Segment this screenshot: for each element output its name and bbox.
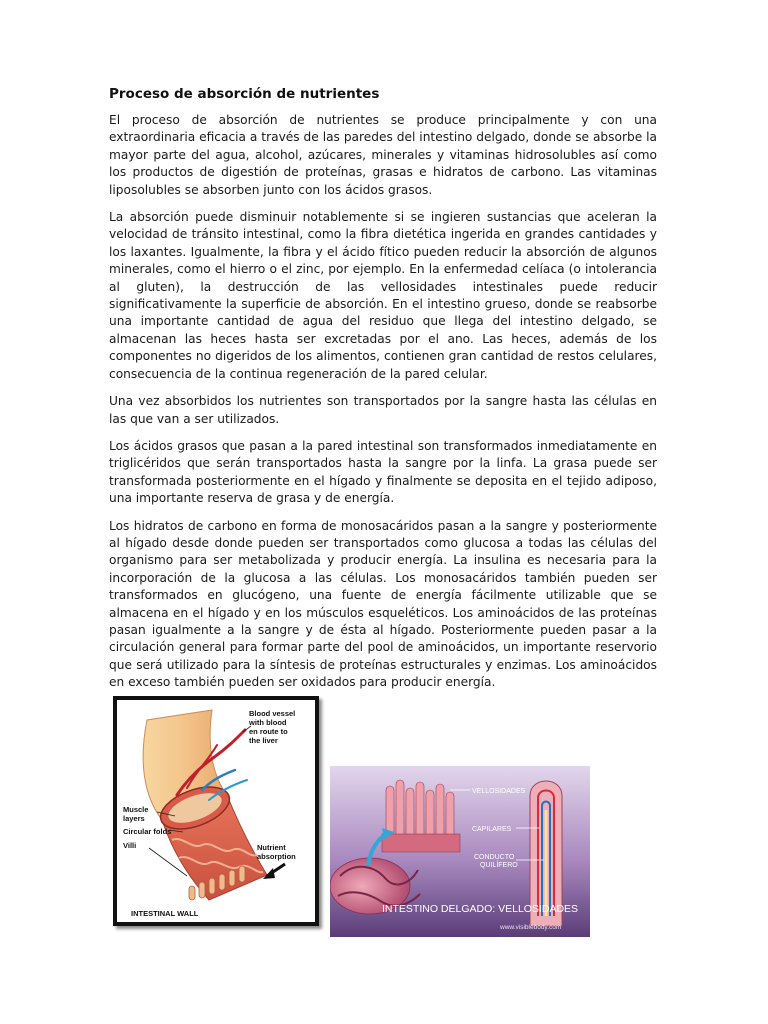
intestinal-wall-figure bbox=[113, 696, 319, 926]
document-body bbox=[109, 86, 657, 702]
label-muscle-2: layers bbox=[123, 814, 145, 823]
label-villi: Villi bbox=[123, 841, 137, 850]
label-nutrient-2: absorption bbox=[257, 852, 296, 861]
label-blood-vessel-1: Blood vessel bbox=[249, 709, 296, 718]
paragraph-4: Los ácidos grasos que pasan a la pared intestinal son transformados inmediatamente en triglicéridos que serán transportados hasta la sangre por la linfa. La grasa puede ser transformada posteriormente en el hígado y finalmente se deposita en el tejido adiposo, una importante reserva de grasa y de energía. bbox=[109, 438, 657, 506]
label-vellosidades: VELLOSIDADES bbox=[472, 788, 526, 795]
label-circular-folds: Circular folds bbox=[123, 827, 172, 836]
label-blood-vessel-4: the liver bbox=[249, 736, 278, 745]
label-conducto-2: QUILÍFERO bbox=[480, 862, 518, 869]
paragraph-1: El proceso de absorción de nutrientes se produce principalmente y con una extraordinaria eficacia a través de las paredes del intestino delgado, donde se absorbe la mayor parte del agua, alcohol, azúcares, minerales y vitaminas hidrosolubles así como los productos de digestión de proteínas, grasas e hidratos de carbono. Las vitaminas liposolubles se absorben junto con los ácidos grasos. bbox=[109, 113, 657, 197]
paragraph-5: Los hidratos de carbono en forma de monosacáridos pasan a la sangre y posteriormente al hígado desde donde pueden ser transportados como glucosa a todas las células del organismo para ser metabolizada y producir energía. La insulina es necesaria para la incorporación de la glucosa a las células. Los monosacáridos también pueden ser transformados en glucógeno, una fuente de energía fácilmente utilizable que se almacena en el hígado y en los músculos esqueléticos. Los aminoácidos de las proteínas pasan igualmente a la sangre y de ésta al hígado. Posteriormente pueden pasar a la circulación general para formar parte del pool de aminoácidos, un importante reservorio que será utilizado para la síntesis de proteínas estructurales y enzimas. Los aminoácidos en exceso también pueden ser oxidados para producir energía. bbox=[109, 518, 657, 690]
intestinal-wall-illustration bbox=[117, 700, 315, 922]
intestinal-wall-caption: INTESTINAL WALL bbox=[131, 909, 199, 918]
paragraph-2: La absorción puede disminuir notablemente si se ingieren sustancias que aceleran la velocidad de tránsito intestinal, como la fibra dietética ingerida en grandes cantidades y los laxantes. Igualmente, la fibra y el ácido fítico pueden reducir la absorción de algunos minerales, como el hierro o el zinc, por ejemplo. En la enfermedad celíaca (o intolerancia al gluten), la destrucción de las vellosidades intestinales puede reducir significativamente la superficie de absorción. En el intestino grueso, donde se reabsorbe una importante cantidad de agua del residuo que llega del intestino delgado, se almacenan las heces hasta ser excretadas por el ano. Las heces, además de los componentes no digeridos de los alimentos, contienen gran cantidad de restos celulares, consecuencia de la continua regeneración de la pared celular. bbox=[109, 210, 657, 381]
label-conducto-1: CONDUCTO bbox=[474, 854, 515, 861]
label-nutrient-1: Nutrient bbox=[257, 843, 286, 852]
label-blood-vessel-2: with blood bbox=[249, 718, 287, 727]
document-title: Proceso de absorción de nutrientes bbox=[109, 86, 380, 102]
label-capilares: CAPILARES bbox=[472, 826, 512, 833]
vellosidades-illustration bbox=[330, 766, 590, 937]
vellosidades-figure bbox=[330, 766, 590, 937]
label-muscle-1: Muscle bbox=[123, 805, 149, 814]
label-blood-vessel-3: en route to bbox=[249, 727, 288, 736]
paragraph-3: Una vez absorbidos los nutrientes son transportados por la sangre hasta las células en las que van a ser utilizados. bbox=[109, 394, 657, 426]
vellosidades-source: www.visiblebody.com bbox=[500, 924, 562, 931]
vellosidades-title: INTESTINO DELGADO: VELLOSIDADES bbox=[382, 903, 579, 915]
